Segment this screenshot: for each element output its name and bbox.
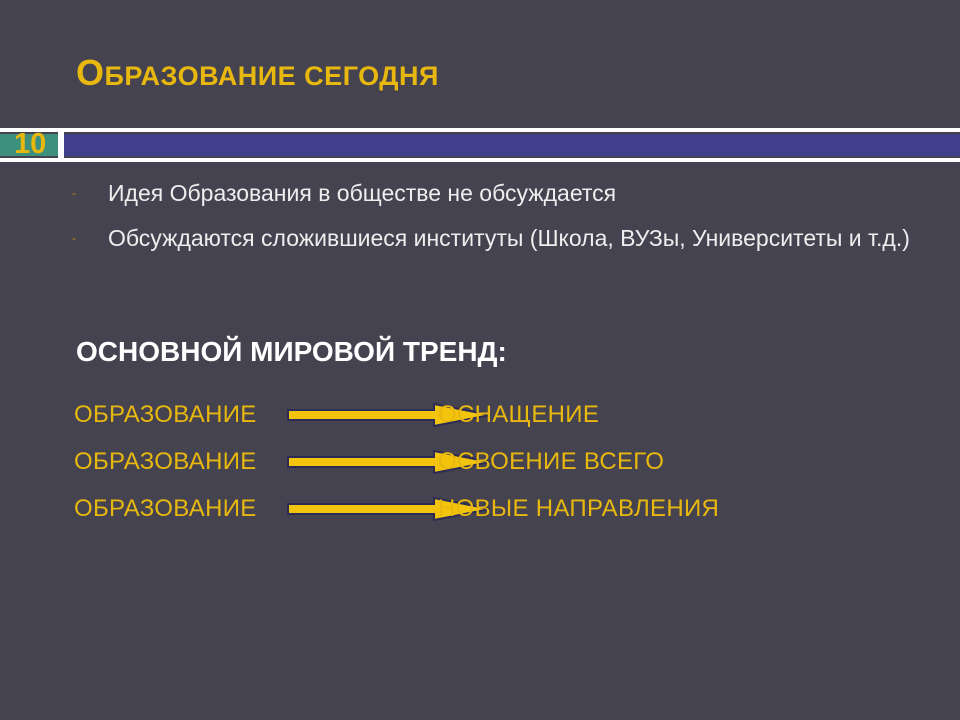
divider-bottom	[0, 158, 960, 162]
bullet-text: Идея Образования в обществе не обсуждается	[108, 180, 617, 206]
trend-to: НОВЫЕ НАПРАВЛЕНИЯ	[438, 495, 720, 522]
slide-number: 10	[14, 128, 47, 160]
trend-from: ОБРАЗОВАНИЕ	[74, 495, 257, 522]
trend-heading: ОСНОВНОЙ МИРОВОЙ ТРЕНД:	[76, 336, 507, 367]
slide-title	[76, 52, 439, 94]
title-rest: БРАЗОВАНИЕ СЕГОДНЯ	[104, 61, 439, 91]
bullet-item	[72, 221, 912, 255]
trend-row	[74, 492, 794, 526]
trend-row	[74, 445, 794, 479]
bullet-text: Обсуждаются сложившиеся институты (Школа, ВУЗы, Университеты и т.д.)	[108, 225, 910, 251]
trend-row	[74, 398, 794, 432]
header-band	[64, 134, 960, 156]
bullet-item	[72, 176, 912, 210]
title-first-letter: О	[76, 52, 105, 93]
trend-to: ОСНАЩЕНИЕ	[438, 401, 600, 428]
bullet-dash-icon: -	[72, 186, 76, 200]
trend-to: ОСВОЕНИЕ ВСЕГО	[438, 448, 665, 475]
trend-from: ОБРАЗОВАНИЕ	[74, 448, 257, 475]
bullet-list	[72, 176, 912, 266]
trend-from: ОБРАЗОВАНИЕ	[74, 401, 257, 428]
bullet-dash-icon: -	[72, 231, 76, 245]
divider-top	[0, 128, 960, 132]
